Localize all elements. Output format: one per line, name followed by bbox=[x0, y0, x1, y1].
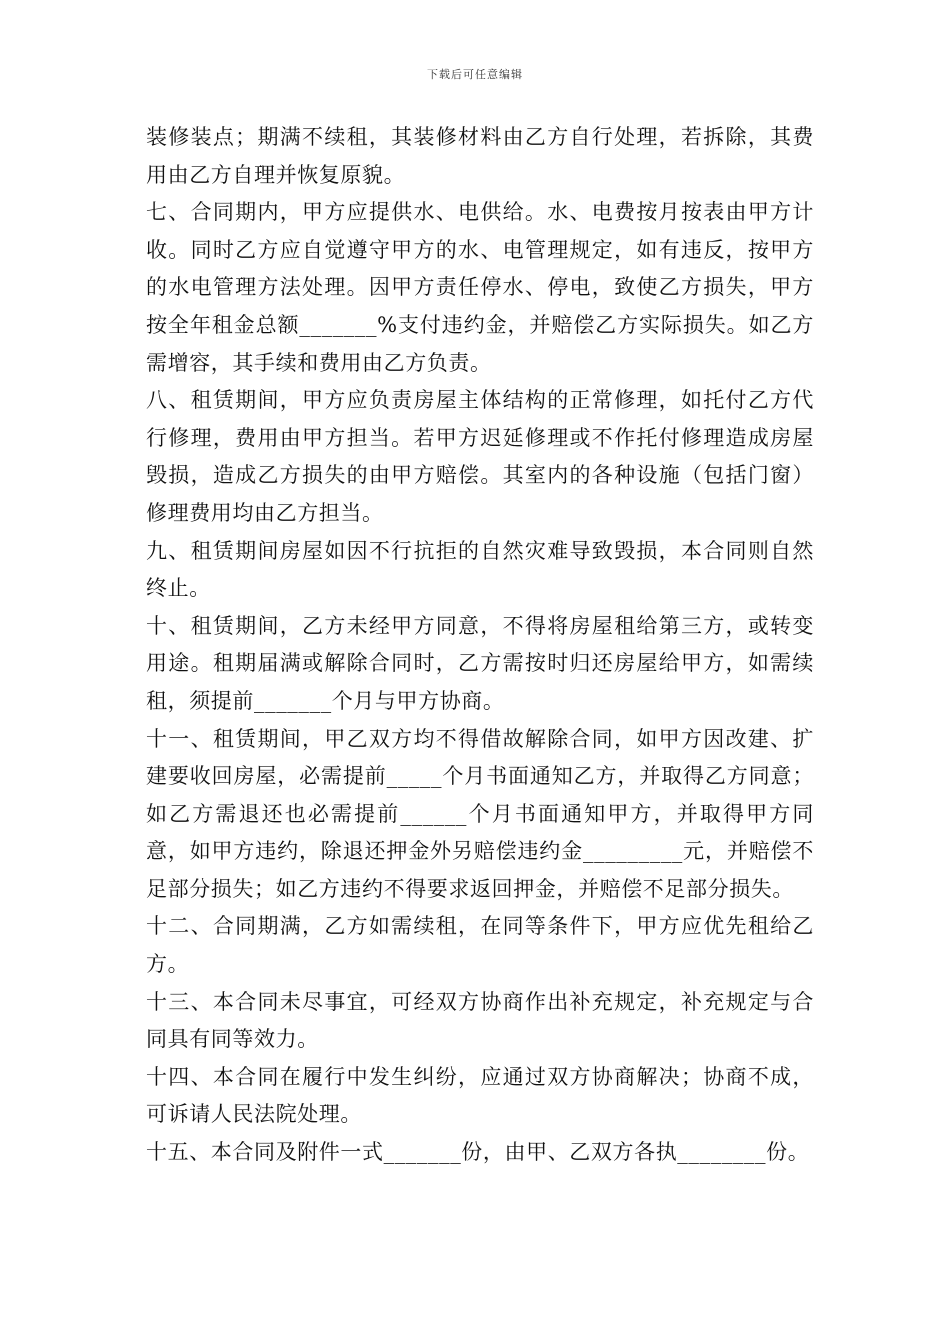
paragraph-clause-12: 十二、合同期满，乙方如需续租，在同等条件下，甲方应优先租给乙方。 bbox=[146, 914, 814, 977]
paragraph-clause-13: 十三、本合同未尽事宜，可经双方协商作出补充规定，补充规定与合同具有同等效力。 bbox=[146, 989, 814, 1052]
paragraph-clause-8: 八、租赁期间，甲方应负责房屋主体结构的正常修理，如托付乙方代行修理，费用由甲方担当。若甲方迟延修理或不作托付修理造成房屋毁损，造成乙方损失的由甲方赔偿。其室内的各种设施（包括门窗）修理费用均由乙方担当。 bbox=[146, 388, 814, 525]
paragraph-clause-7: 七、合同期内，甲方应提供水、电供给。水、电费按月按表由甲方计收。同时乙方应自觉遵守甲方的水、电管理规定，如有违反，按甲方的水电管理方法处理。因甲方责任停水、停电，致使乙方损失，甲方按全年租金总额_______%支付违约金，并赔偿乙方实际损失。如乙方需增容，其手续和费用由乙方负责。 bbox=[146, 200, 814, 375]
paragraph-clause-11: 十一、租赁期间，甲乙双方均不得借故解除合同，如甲方因改建、扩建要收回房屋，必需提前_____个月书面通知乙方，并取得乙方同意；如乙方需退还也必需提前______个月书面通知甲方，并取得甲方同意，如甲方违约，除退还押金外另赔偿违约金_________元，并赔偿不足部分损失；如乙方违约不得要求返回押金，并赔偿不足部分损失。 bbox=[146, 726, 814, 901]
contract-body bbox=[146, 119, 814, 1172]
paragraph-clause-10: 十、租赁期间，乙方未经甲方同意，不得将房屋租给第三方，或转变用途。租期届满或解除合同时，乙方需按时归还房屋给甲方，如需续租，须提前_______个月与甲方协商。 bbox=[146, 613, 814, 713]
paragraph-clause-14: 十四、本合同在履行中发生纠纷，应通过双方协商解决；协商不成，可诉请人民法院处理。 bbox=[146, 1064, 814, 1127]
paragraph-decoration-clause: 装修装点；期满不续租，其装修材料由乙方自行处理，若拆除，其费用由乙方自理并恢复原貌。 bbox=[146, 125, 814, 187]
page-header: 下载后可任意编辑 bbox=[427, 68, 523, 81]
paragraph-clause-15: 十五、本合同及附件一式_______份，由甲、乙双方各执________份。 bbox=[146, 1140, 810, 1165]
paragraph-clause-9: 九、租赁期间房屋如因不行抗拒的自然灾难导致毁损，本合同则自然终止。 bbox=[146, 538, 814, 601]
